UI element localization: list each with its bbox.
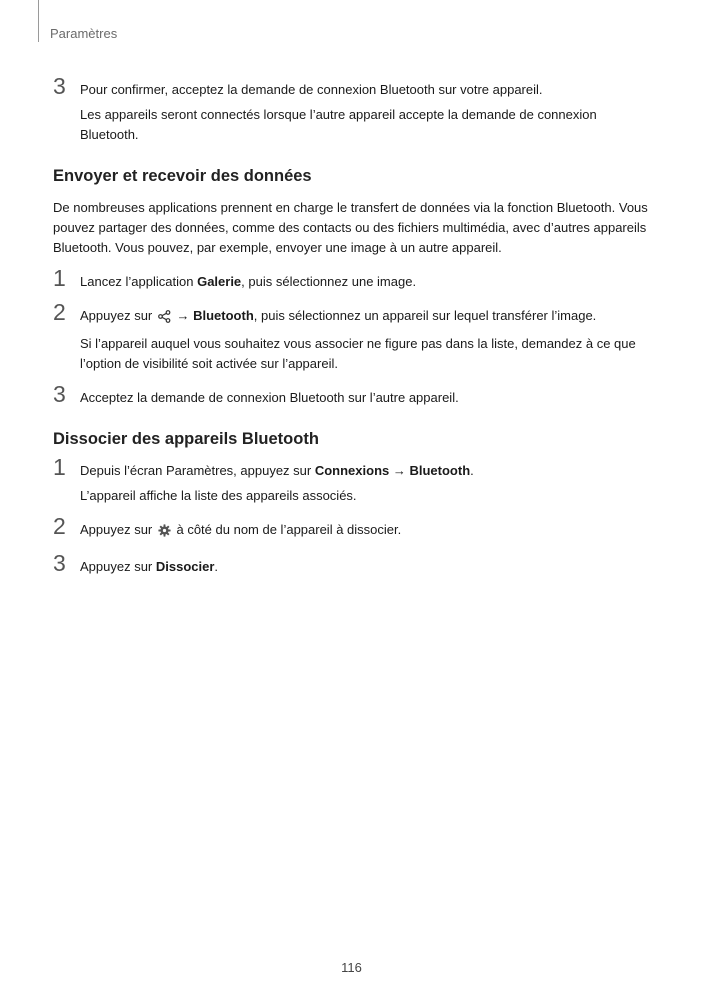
page-content [53,73,648,591]
section-title-send-receive: Envoyer et recevoir des données [53,167,312,185]
section-paragraph: De nombreuses applications prennent en charge le transfert de données via la fonction Bluetooth. Vous pouvez partager des données, comme des contacts ou des fichiers multimédia, avec d’autres appareils Bluetooth. Vous pouvez, par exemple, envoyer une image à un autre appareil. [53,200,648,255]
step-text: Pour confirmer, acceptez la demande de connexion Bluetooth sur votre appareil. [80,82,543,97]
step-number: 3 [53,550,66,576]
intro-step-3 [53,73,648,145]
step-number: 2 [53,513,66,539]
step-subtext: Si l’appareil auquel vous souhaitez vous associer ne figure pas dans la liste, demandez à ce que l’option de visibilité soit activée sur l’appareil. [80,336,636,371]
step-text-part: . [214,559,219,574]
step-text [80,557,648,577]
step-text-part: Appuyez sur [80,522,156,537]
step-subtext: L’appareil affiche la liste des appareils associés. [80,488,357,503]
unpair-step-1 [53,454,648,506]
step-text [80,520,648,543]
step-text [80,306,648,329]
send-step-1 [53,265,648,292]
step-number: 3 [53,381,66,407]
step-text-part: Appuyez sur [80,308,156,323]
send-step-2 [53,299,648,374]
page-number: 116 [341,960,362,975]
gallery-label: Galerie [197,274,242,289]
step-text [80,272,648,292]
step-text [80,461,648,481]
step-number: 2 [53,299,66,325]
unpair-step-2 [53,513,648,543]
send-step-3 [53,381,648,408]
bluetooth-label: Bluetooth [193,308,254,323]
header-rule [38,0,39,42]
step-number: 3 [53,73,66,99]
step-number: 1 [53,265,66,291]
step-text-part: , puis sélectionnez un appareil sur lequel transférer l’image. [253,308,597,323]
bluetooth-label: Bluetooth [409,463,471,478]
step-subtext: Les appareils seront connectés lorsque l’autre appareil accepte la demande de connexion Bluetooth. [80,107,597,142]
step-text-part: à côté du nom de l’appareil à dissocier. [172,522,402,537]
gear-icon [158,523,171,543]
step-text-part: , puis sélectionnez une image. [241,274,417,289]
step-text-part: . [470,463,474,478]
step-text-part: Lancez l’application [80,274,198,289]
step-text: Acceptez la demande de connexion Bluetooth sur l’autre appareil. [80,390,459,405]
share-icon [158,309,171,329]
step-text-part: Appuyez sur [80,559,156,574]
unpair-step-3 [53,550,648,577]
unpair-label: Dissocier [155,559,215,574]
step-text-part: Depuis l’écran Paramètres, appuyez sur [80,463,315,478]
arrow-glyph: → [172,308,194,323]
section-title-unpair: Dissocier des appareils Bluetooth [53,430,319,448]
arrow-glyph: → [389,463,410,478]
connections-label: Connexions [314,463,390,478]
step-number: 1 [53,454,66,480]
page-header-title: Paramètres [50,26,118,41]
